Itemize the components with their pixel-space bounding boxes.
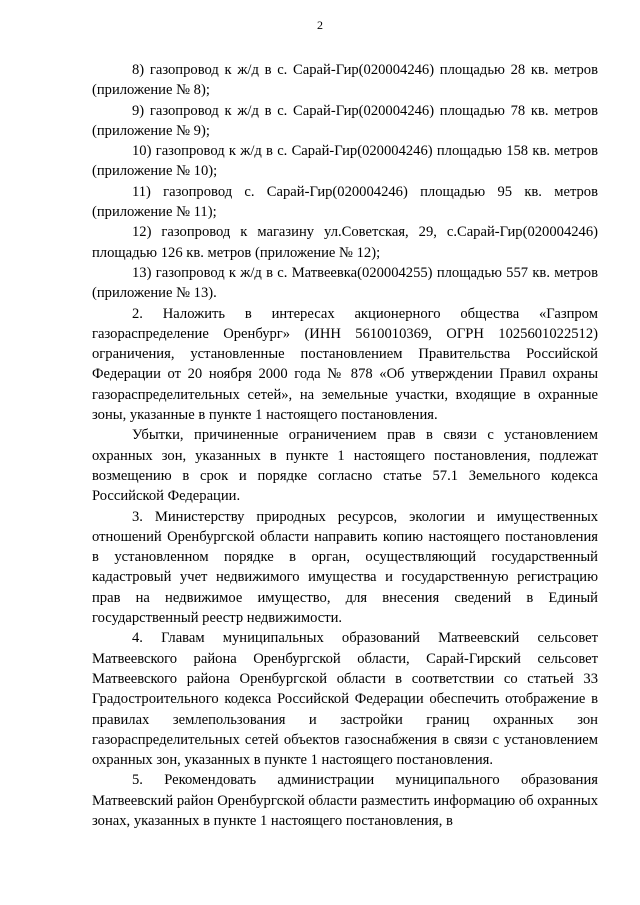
paragraph-clause-3: 3. Министерству природных ресурсов, экологии и имущественных отношений Оренбургской области направить копию настоящего постановления в установленном порядке в орган, осуществляющий государственный кадастровый учет недвижимого имущества и государственную регистрацию прав на недвижимое имущество, для внесения сведений в Единый государственный реестр недвижимости. — [92, 508, 598, 627]
list-item-11: 11) газопровод с. Сарай-Гир(020004246) площадью 95 кв. метров (приложение № 11); — [92, 183, 598, 221]
list-item-10: 10) газопровод к ж/д в с. Сарай-Гир(020004246) площадью 158 кв. метров (приложение № 10); — [92, 143, 598, 180]
paragraph-clause-4: 4. Главам муниципальных образований Матвеевский сельсовет Матвеевского района Оренбургской области, Сарай-Гирский сельсовет Матвеевского района Оренбургской области в соответствии со статьей 33 Градостроительного кодекса Российской Федерации обеспечить отображение в правилах землепользования и застройки границ охранных зон газораспределительных сетей объектов газоснабжения в связи с установлением охранных зон, указанных в пункте 1 настоящего постановления. — [92, 630, 598, 769]
list-item-13: 13) газопровод к ж/д в с. Матвеевка(020004255) площадью 557 кв. метров (приложение № 13). — [92, 264, 598, 302]
document-body — [92, 60, 598, 831]
list-item-8: 8) газопровод к ж/д в с. Сарай-Гир(020004246) площадью 28 кв. метров (приложение № 8); — [92, 62, 598, 99]
paragraph-losses: Убытки, причиненные ограничением прав в связи с установлением охранных зон, указанных в пункте 1 настоящего постановления, подлежат возмещению в срок и порядке согласно статье 57.1 Земельного кодекса Российской Федерации. — [92, 427, 598, 505]
list-item-9: 9) газопровод к ж/д в с. Сарай-Гир(020004246) площадью 78 кв. метров (приложение № 9); — [92, 102, 598, 139]
page-number: 2 — [317, 18, 323, 32]
list-item-12: 12) газопровод к магазину ул.Советская, 29, с.Сарай-Гир(020004246) площадью 126 кв. метров (приложение № 12); — [92, 224, 598, 261]
paragraph-clause-5: 5. Рекомендовать администрации муниципального образования Матвеевский район Оренбургской области разместить информацию об охранных зонах, указанных в пункте 1 настоящего постановления, в — [92, 772, 598, 829]
paragraph-clause-2: 2. Наложить в интересах акционерного общества «Газпром газораспределение Оренбург» (ИНН 5610010369, ОГРН 1025601022512) ограничения, установленные постановлением Правительства Российской Федерации от 20 ноября 2000 года № 878 «Об утверждении Правил охраны газораспределительных сетей», на земельные участки, входящие в охранные зоны, указанные в пункте 1 настоящего постановления. — [92, 305, 598, 424]
